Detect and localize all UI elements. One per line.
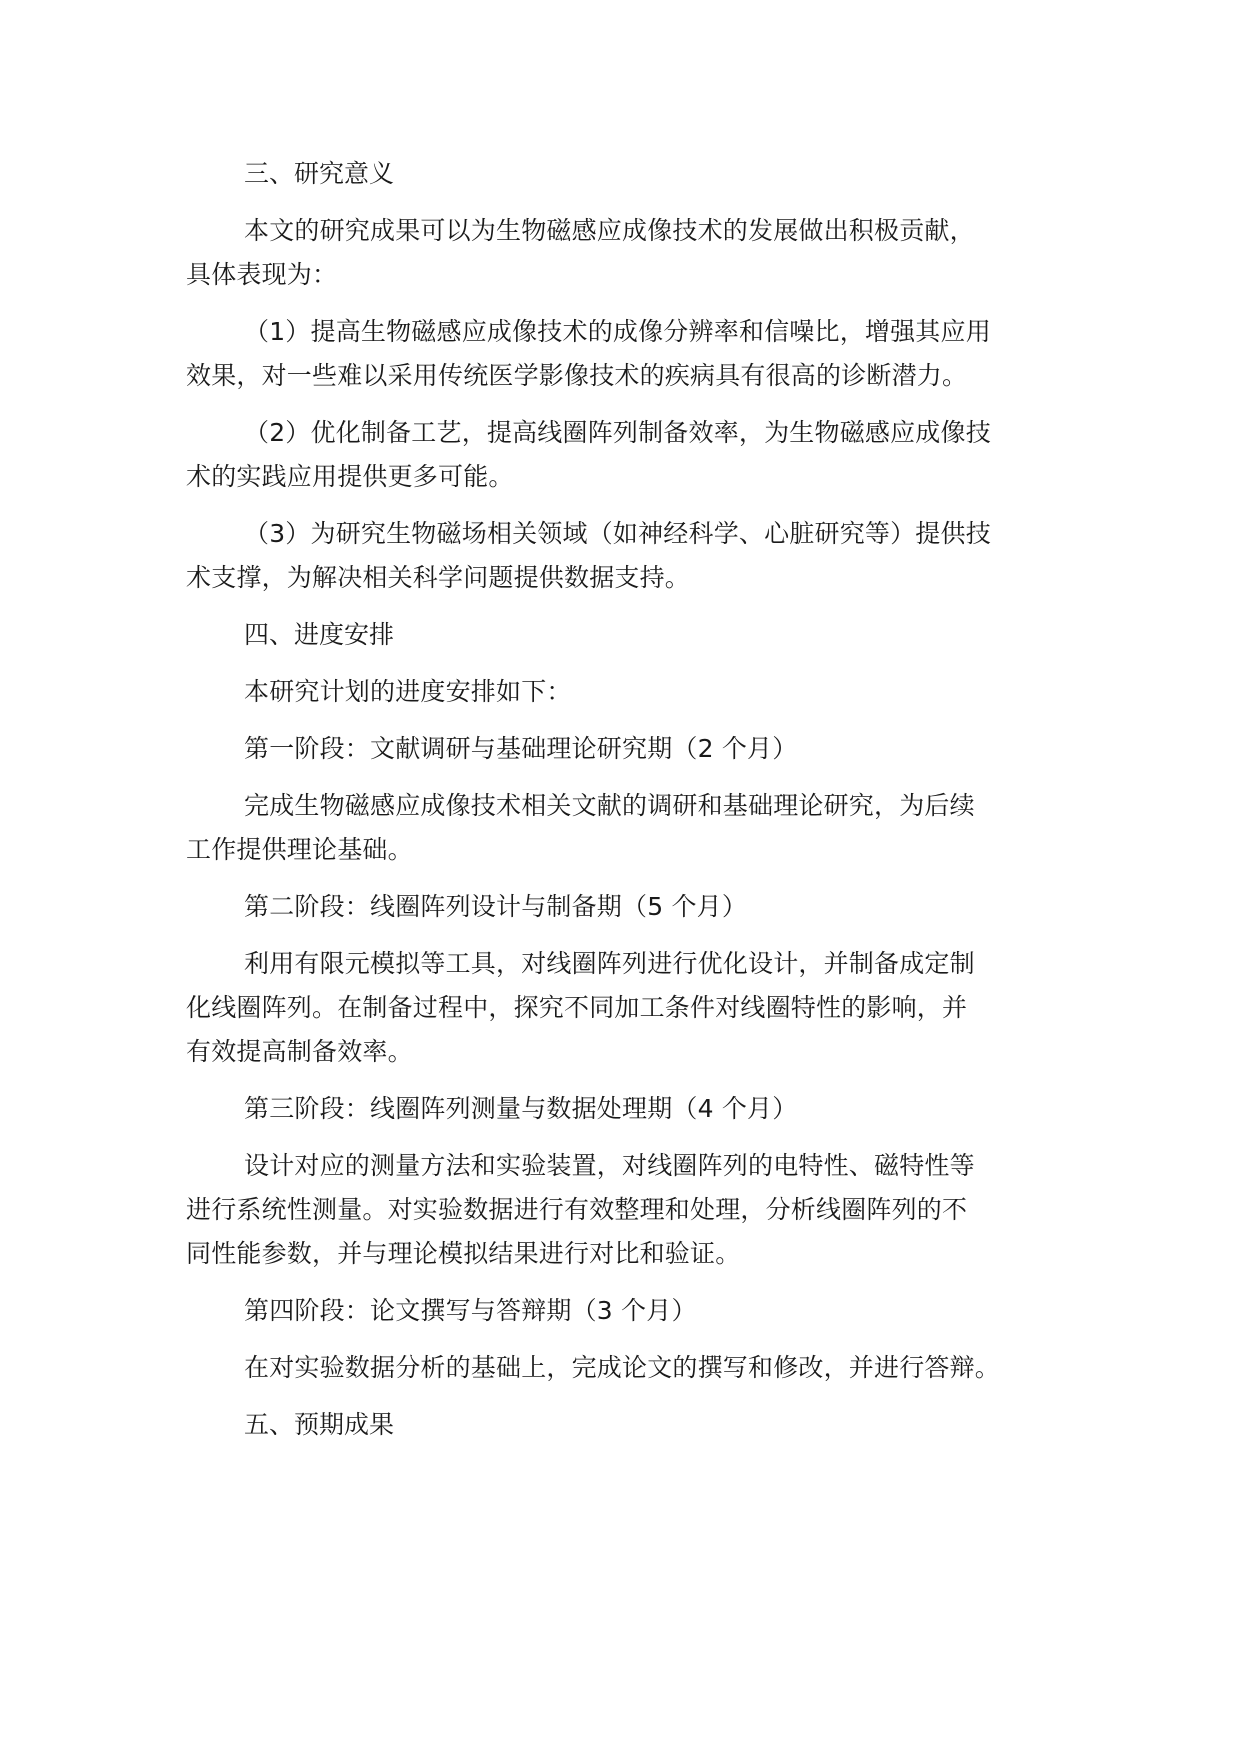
paragraph-point-2 [186,411,1056,499]
stage-4-title [186,1289,1056,1333]
paragraph-point-1 [186,310,1056,398]
paragraph-significance-intro [186,209,1056,297]
text-line: 效果，对一些难以采用传统医学影像技术的疾病具有很高的诊断潜力。 [186,361,968,390]
stage-3-description [186,1144,1056,1276]
text-line: （1）提高生物磁感应成像技术的成像分辨率和信噪比，增强其应用 [244,317,991,346]
text-line: 在对实验数据分析的基础上，完成论文的撰写和修改，并进行答辩。 [244,1353,1001,1382]
text-line: 第一阶段：文献调研与基础理论研究期（2 个月） [244,734,798,763]
stage-1-description [186,784,1056,872]
paragraph-point-3 [186,512,1056,600]
text-line: 五、预期成果 [244,1410,395,1439]
text-line: 术支撑，为解决相关科学问题提供数据支持。 [186,563,691,592]
paragraph-schedule-intro [186,670,1056,714]
text-line: 设计对应的测量方法和实验装置，对线圈阵列的电特性、磁特性等 [244,1151,975,1180]
text-line: 同性能参数，并与理论模拟结果进行对比和验证。 [186,1239,741,1268]
text-line: 术的实践应用提供更多可能。 [186,462,514,491]
text-line: （3）为研究生物磁场相关领域（如神经科学、心脏研究等）提供技 [244,519,991,548]
text-line: 本研究计划的进度安排如下： [244,677,572,706]
stage-2-title [186,885,1056,929]
stage-4-description [186,1346,1056,1390]
text-line: 第二阶段：线圈阵列设计与制备期（5 个月） [244,892,748,921]
document-body [186,152,1056,1460]
text-line: 四、进度安排 [244,620,395,649]
stage-3-title [186,1087,1056,1131]
stage-1-title [186,727,1056,771]
text-line: 完成生物磁感应成像技术相关文献的调研和基础理论研究，为后续 [244,791,975,820]
text-line: 利用有限元模拟等工具，对线圈阵列进行优化设计，并制备成定制 [244,949,975,978]
text-line: 第三阶段：线圈阵列测量与数据处理期（4 个月） [244,1094,798,1123]
text-line: （2）优化制备工艺，提高线圈阵列制备效率，为生物磁感应成像技 [244,418,991,447]
text-line: 进行系统性测量。对实验数据进行有效整理和处理，分析线圈阵列的不 [186,1195,968,1224]
text-line: 第四阶段：论文撰写与答辩期（3 个月） [244,1296,697,1325]
stage-2-description [186,942,1056,1074]
text-line: 三、研究意义 [244,159,395,188]
text-line: 有效提高制备效率。 [186,1037,413,1066]
text-line: 化线圈阵列。在制备过程中，探究不同加工条件对线圈特性的影响，并 [186,993,968,1022]
text-line: 工作提供理论基础。 [186,835,413,864]
text-line: 具体表现为： [186,260,338,289]
section-heading-research-significance [186,152,1056,196]
text-line: 本文的研究成果可以为生物磁感应成像技术的发展做出积极贡献， [244,216,975,245]
section-heading-expected-results [186,1403,1056,1447]
section-heading-schedule [186,613,1056,657]
